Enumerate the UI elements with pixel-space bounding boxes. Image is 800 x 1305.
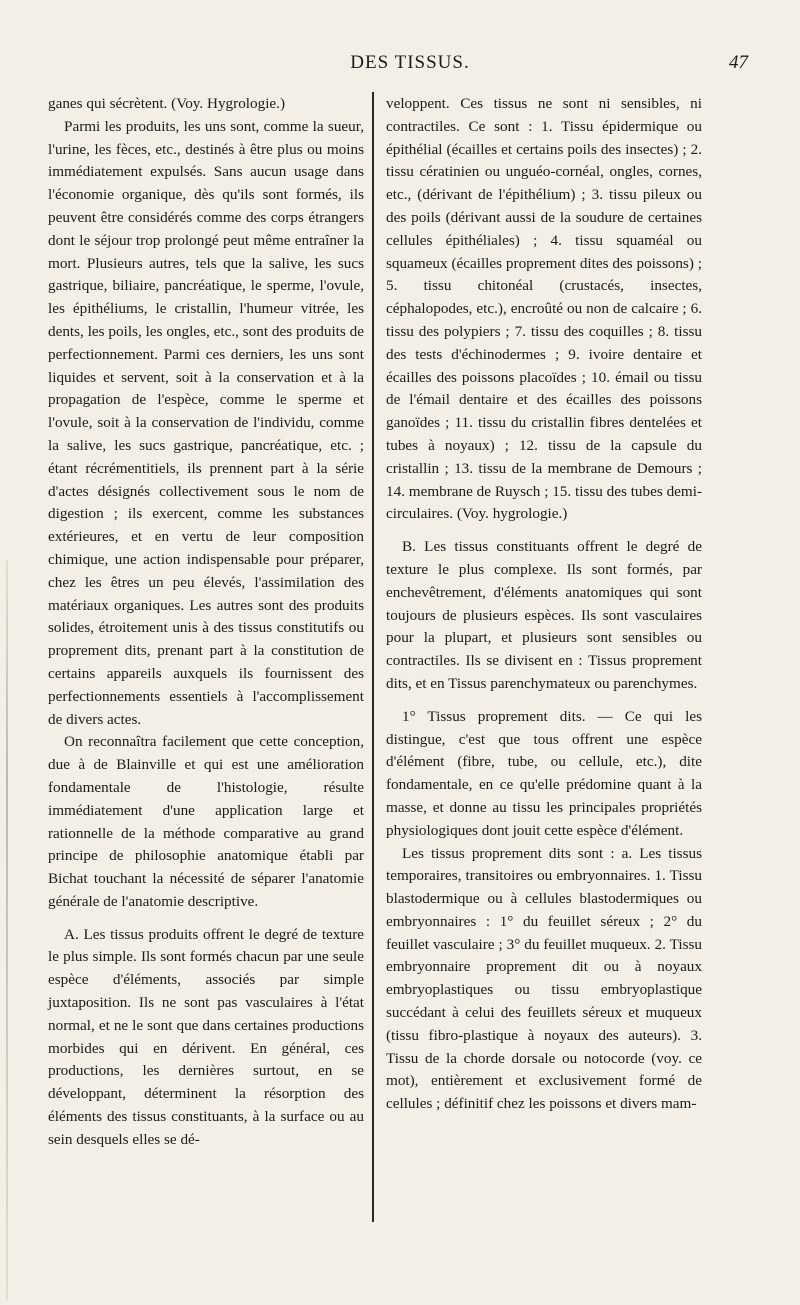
paragraph: ganes qui sécrètent. (Voy. Hygrologie.) [48,95,286,112]
right-column [386,93,702,1116]
page-header [60,52,760,82]
paragraph: Les tissus proprement dits sont : a. Les tissus temporaires, transitoires ou embryonnaires. 1. Tissu blastodermique ou à cellules blastodermiques ou embryonnaires : 1° du feuillet séreux ; 2° du feuillet vasculaire ; 3° du feuillet muqueux. 2. Tissu embryonnaire proprement dit ou à noyaux embryoplastiques ou tissu embryoplastique succédant à celui des feuillets séreux et muqueux (tissu fibro-plastique à noyaux des auteurs). 3. Tissu de la chorde dorsale ou notocorde (voy. ce mot), entièrement et exclusivement formé de cellules ; définitif chez les poissons et divers mam- [386,844,702,1113]
left-column [48,93,364,1152]
paragraph: 1° Tissus proprement dits. — Ce qui les distingue, c'est que tous offrent une espèce d'élément (fibre, tube, ou cellule, etc.), dite fondamentale, en ce qu'elle prédomine quant à la masse, et donne au tissu les principales propriétés physiologiques dont jouit cette espèce d'élément. [386,707,702,839]
paragraph: B. Les tissus constituants offrent le degré de texture le plus complexe. Ils sont formés, par enchevêtrement, d'éléments anatomiques qui sont toujours de plusieurs espèces. Ils sont vasculaires pour la plupart, et plusieurs sont sensibles ou contractiles. Ils se divisent en : Tissus proprement dits, et en Tissus parenchymateux ou parenchymes. [386,538,702,692]
paragraph: Parmi les produits, les uns sont, comme la sueur, l'urine, les fèces, etc., destinés à être plus ou moins immédiatement expulsés. Sans aucun usage dans l'économie organique, dès qu'ils sont formés, ils peuvent être considérés comme des corps étrangers dont le séjour trop prolongé peut même entraîner la mort. Plusieurs autres, tels que la salive, les sucs gastrique, biliaire, pancréatique, le sperme, l'ovule, les épithéliums, le cristallin, l'humeur vitrée, les dents, les poils, les ongles, etc., sont des produits de perfectionnement. Parmi ces derniers, les uns sont liquides et servent, soit à la conservation et à la propagation de l'espèce, comme le sperme et l'ovule, soit à la conservation de l'individu, comme la salive, les sucs gastrique, pancréatique, etc. ; étant récrémentitiels, ils prennent part à la série d'actes désignés collectivement sous le nom de digestion ; ils exercent, comme les substances extérieures, et en vertu de leur composition chimique, une action indispensable pour préparer, chez les êtres un peu élevés, l'assimilation des matériaux organiques. Les autres sont des produits solides, étroitement unis à des tissus constitutifs ou proprement dits, prenant part à la constitution de certains appareils auxquels ils fournissent des perfectionnements essentiels à l'accomplissement de divers actes. [48,117,364,728]
page-number: 47 [729,52,748,73]
paragraph: A. Les tissus produits offrent le degré de texture le plus simple. Ils sont formés chacun par une seule espèce d'éléments, associés par simple juxtaposition. Ils ne sont pas vasculaires à l'état normal, et ne le sont que dans certaines productions morbides qui en dérivent. En général, ces productions, les dernières surtout, en se développant, déterminent la résorption des éléments des tissus constituants, à la surface ou au sein desquels elles se dé- [48,925,364,1148]
paragraph: veloppent. Ces tissus ne sont ni sensibles, ni contractiles. Ce sont : 1. Tissu épidermique ou épithélial (écailles et certains poils des insectes) ; 2. tissu cératinien ou unguéo-cornéal, ongles, cornes, etc., (dérivant de l'épithélium) ; 3. tissu pileux ou des poils (dérivant aussi de la soudure de certaines cellules épithéliales) ; 4. tissu squaméal ou squameux (écailles proprement dites des poissons) ; 5. tissu chitonéal (crustacés, insectes, céphalopodes, etc.), encroûté ou non de calcaire ; 6. tissu des polypiers ; 7. tissu des coquilles ; 8. tissu des tests d'échinodermes ; 9. ivoire dentaire et écailles des poissons placoïdes ; 10. émail ou tissu de l'émail dentaire et des écailles des poissons ganoïdes ; 11. tissu du cristallin fibres dentelées et tubes à noyaux) ; 12. tissu de la capsule du cristallin ; 13. tissu de la membrane de Demours ; 14. membrane de Ruysch ; 15. tissu des tubes demi-circulaires. (Voy. hygrologie.) [386,95,702,523]
column-divider [372,92,374,1222]
binding-shadow [6,560,8,1300]
paragraph: On reconnaîtra facilement que cette conception, due à de Blainville et qui est une amélioration fondamentale de l'histologie, résulte immédiatement d'une application large et rationnelle de la méthode comparative au grand principe de philosophie anatomique établi par Bichat touchant la nécessité de séparer l'anatomie générale de l'anatomie descriptive. [48,733,364,910]
running-head: DES TISSUS. [350,52,470,73]
